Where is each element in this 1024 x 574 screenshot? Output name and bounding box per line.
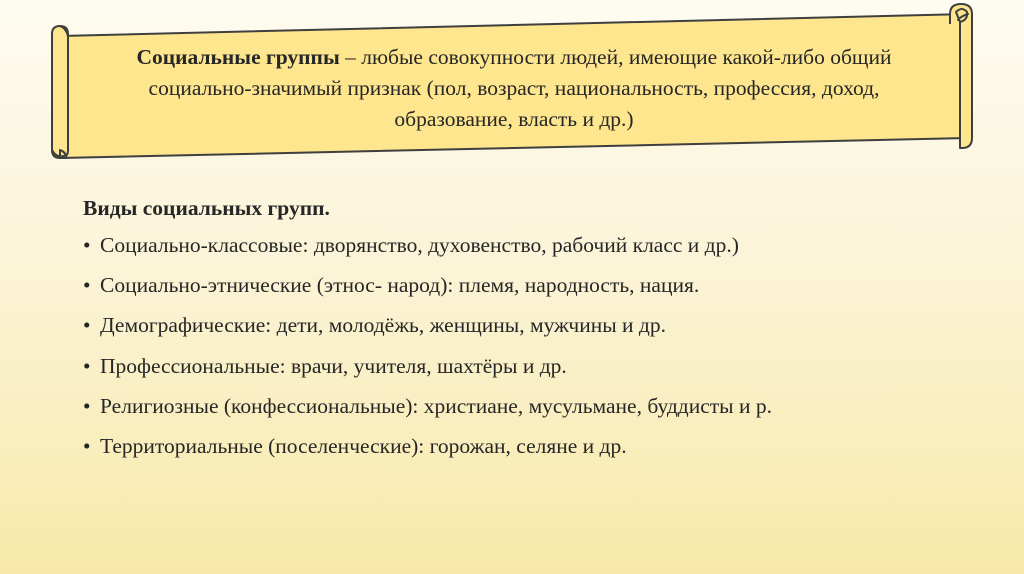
list-item-text: Религиозные (конфессиональные): христиане, мусульмане, буддисты и р.	[100, 393, 772, 418]
bullet-icon: •	[83, 433, 91, 458]
group-types-section	[83, 194, 963, 472]
bullet-icon: •	[83, 313, 91, 338]
list-item	[83, 432, 963, 460]
list-item	[83, 311, 963, 339]
bullet-icon: •	[83, 353, 91, 378]
list-item-text: Профессиональные: врачи, учителя, шахтёры и др.	[100, 353, 567, 378]
bullet-icon: •	[83, 393, 91, 418]
list-item	[83, 231, 963, 259]
definition-term: Социальные группы	[136, 45, 340, 69]
group-types-heading: Виды социальных групп.	[83, 196, 330, 220]
definition-text	[92, 42, 936, 135]
list-item	[83, 271, 963, 299]
list-item	[83, 392, 963, 420]
list-item-text: Социально-классовые: дворянство, духовенство, рабочий класс и др.)	[100, 233, 739, 257]
list-item	[83, 352, 963, 380]
bullet-icon: •	[83, 233, 91, 257]
list-item-text: Территориальные (поселенческие): горожан, селяне и др.	[100, 433, 627, 458]
group-types-list	[83, 231, 963, 460]
list-item-text: Социально-этнические (этнос- народ): племя, народность, нация.	[100, 273, 700, 298]
definition-body: – любые совокупности людей, имеющие какой-либо общий социально-значимый признак (пол, возраст, национальность, профессия, доход, образование, власть и др.)	[148, 45, 892, 131]
list-item-text: Демографические: дети, молодёжь, женщины, мужчины и др.	[100, 313, 666, 338]
bullet-icon: •	[83, 273, 91, 298]
